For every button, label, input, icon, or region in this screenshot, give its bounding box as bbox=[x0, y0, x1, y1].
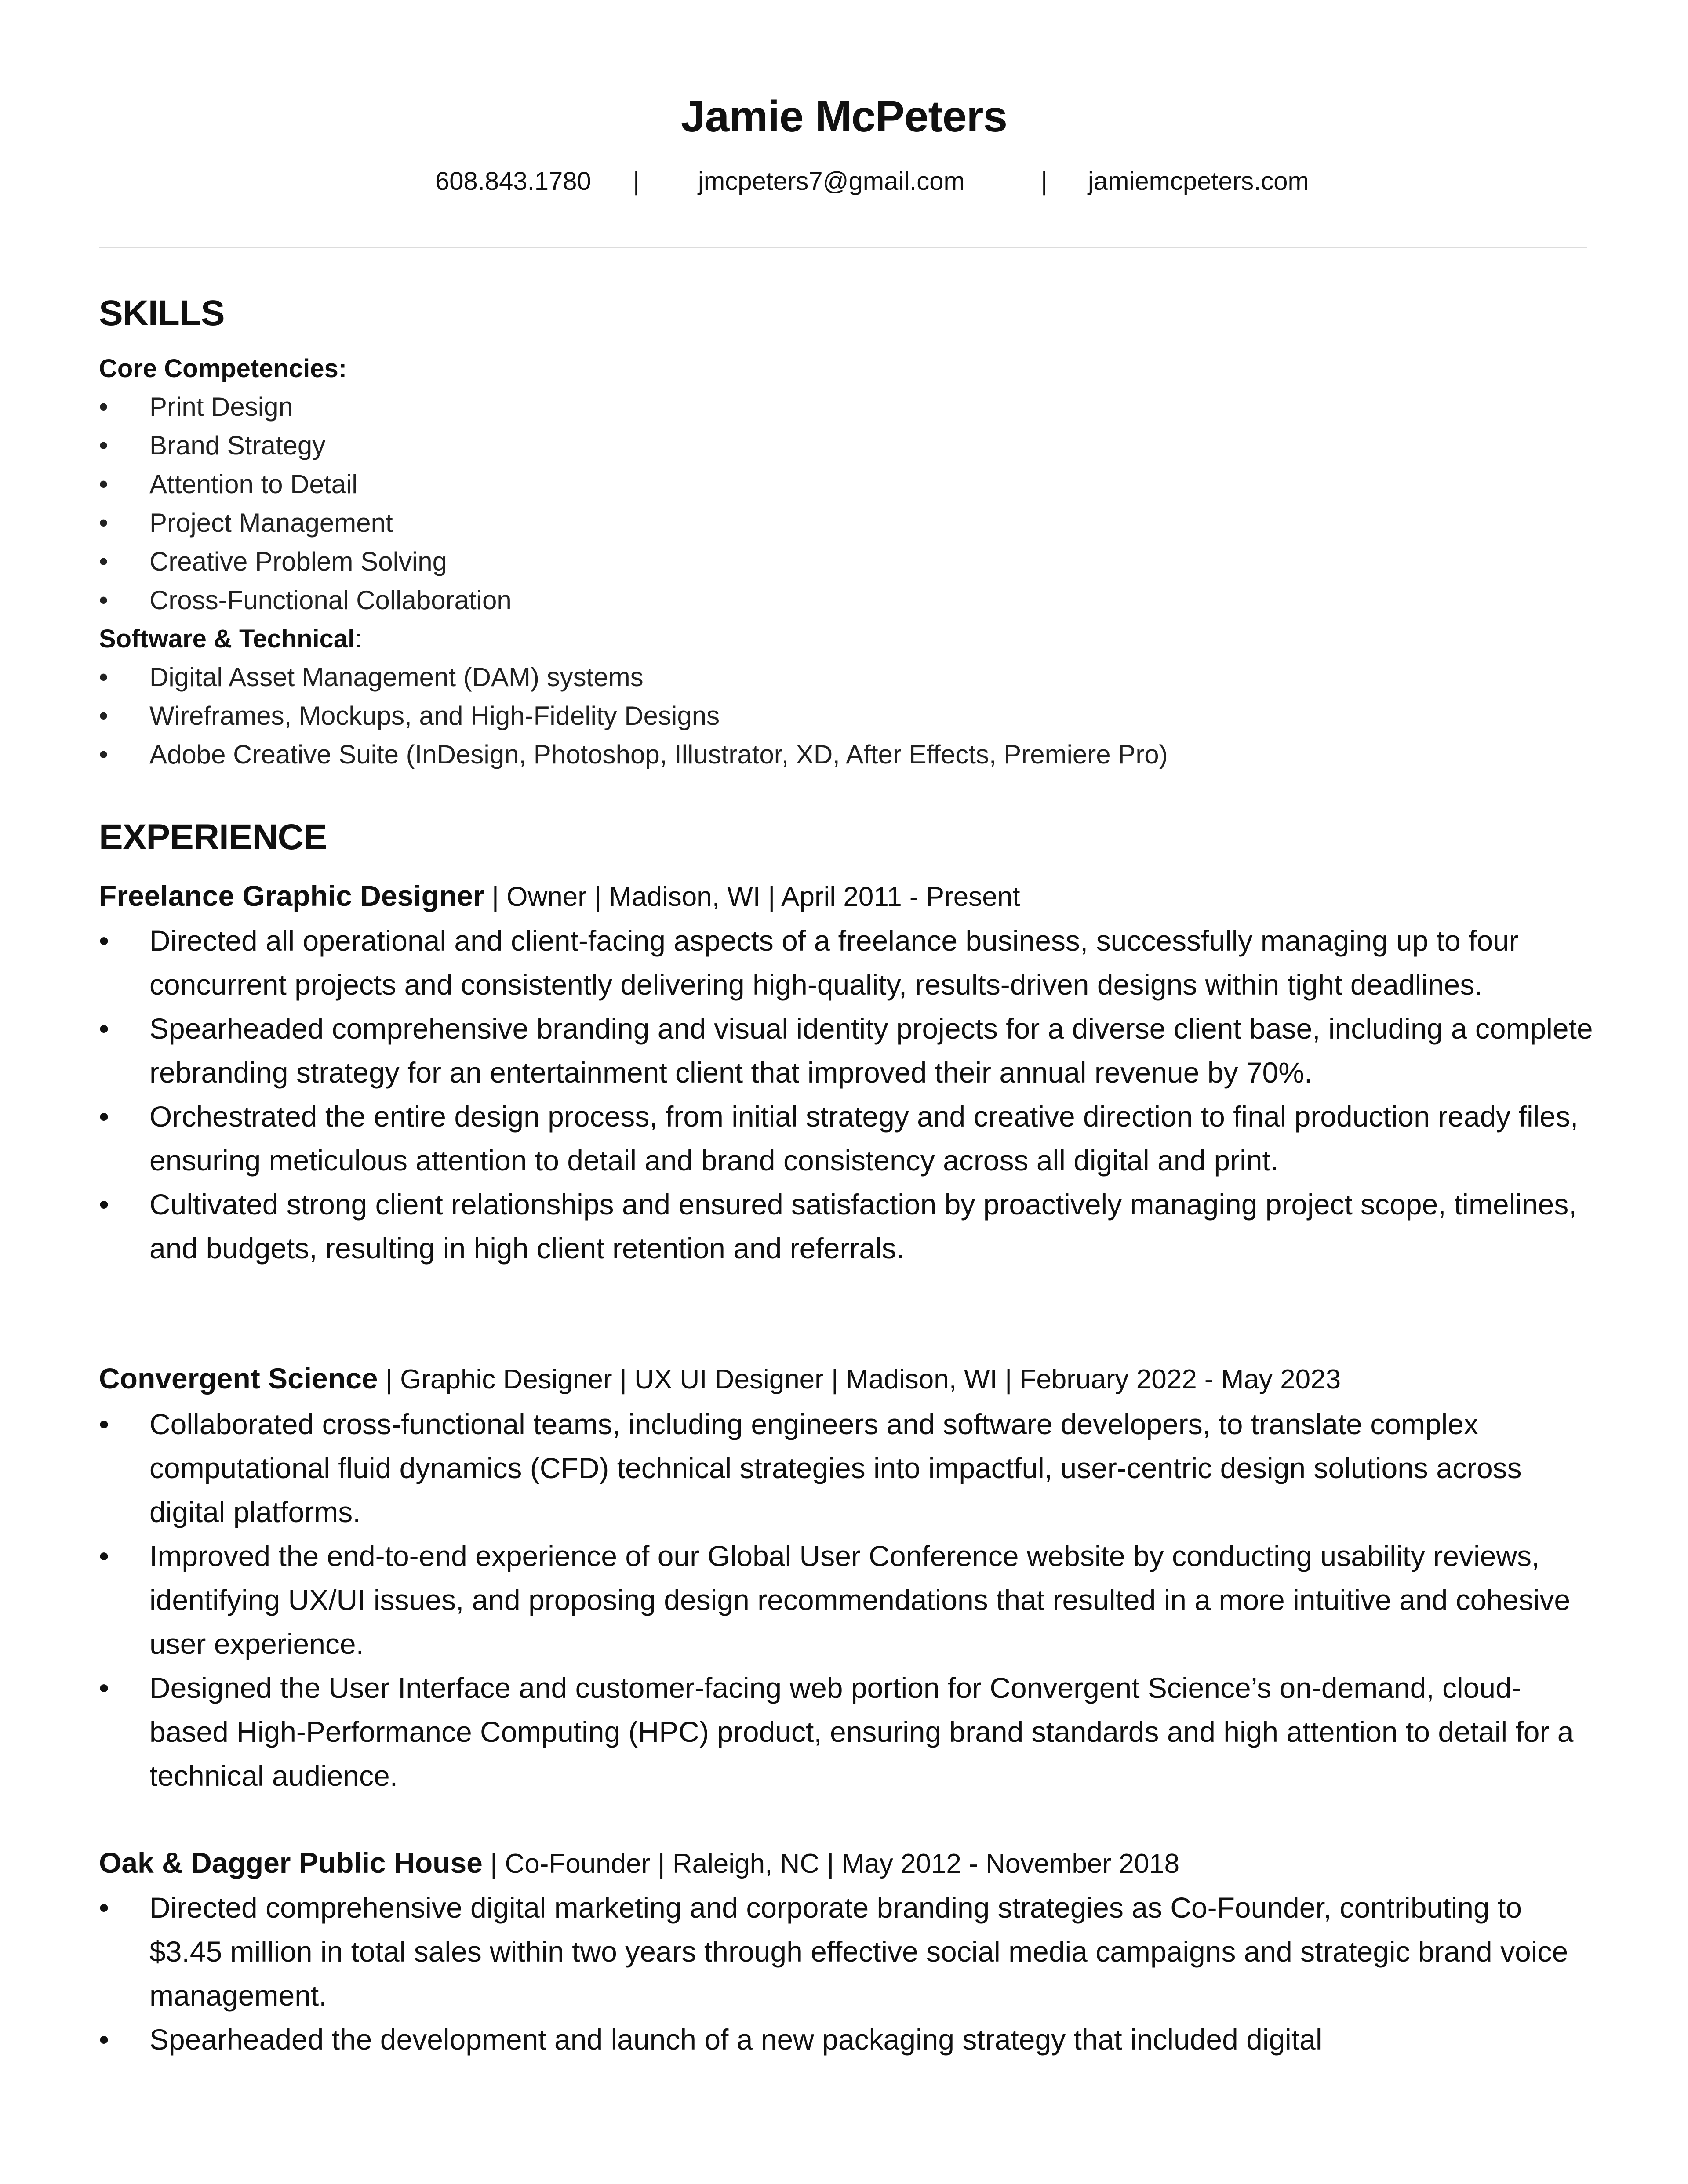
job-details: | Co-Founder | Raleigh, NC | May 2012 - November 2018 bbox=[482, 1849, 1180, 1879]
list-item bbox=[99, 919, 1593, 1007]
skills-heading: SKILLS bbox=[99, 293, 225, 333]
experience-heading: EXPERIENCE bbox=[99, 817, 327, 857]
website-link: jamiemcpeters.com bbox=[1088, 167, 1309, 196]
skill-text: Digital Asset Management (DAM) systems bbox=[149, 662, 644, 692]
list-item bbox=[99, 1666, 1593, 1798]
list-item bbox=[99, 697, 1168, 735]
list-item bbox=[99, 658, 1168, 697]
bullet: • bbox=[99, 1540, 109, 1572]
list-item bbox=[99, 388, 512, 426]
bullet-text: Directed all operational and client-facing aspects of a freelance business, successfully managing up to four concurrent projects and consistently delivering high-quality, results-driven designs within tight deadlines. bbox=[149, 924, 1519, 1001]
bullet: • bbox=[99, 1891, 109, 1924]
list-item bbox=[99, 2017, 1593, 2061]
bullet: • bbox=[99, 662, 109, 692]
bullet: • bbox=[99, 392, 109, 422]
bullet: • bbox=[99, 431, 109, 460]
skill-text: Cross-Functional Collaboration bbox=[149, 585, 512, 615]
bullet: • bbox=[99, 508, 109, 538]
software-list bbox=[99, 658, 1168, 774]
job-header bbox=[99, 1845, 1179, 1882]
list-item bbox=[99, 465, 512, 504]
bullet: • bbox=[99, 701, 109, 730]
skill-text: Creative Problem Solving bbox=[149, 547, 447, 576]
candidate-name: Jamie McPeters bbox=[680, 92, 1007, 141]
core-competencies-list bbox=[99, 388, 512, 620]
list-item bbox=[99, 581, 512, 620]
job-bullets bbox=[99, 1886, 1593, 2061]
header-divider bbox=[99, 247, 1587, 248]
software-label-text: Software & Technical bbox=[99, 625, 355, 653]
skill-text: Brand Strategy bbox=[149, 431, 326, 460]
job-bullets bbox=[99, 1402, 1593, 1798]
bullet: • bbox=[99, 2023, 109, 2056]
bullet: • bbox=[99, 924, 109, 957]
bullet-text: Directed comprehensive digital marketing and corporate branding strategies as Co-Founder, contributing to $3.45 million in total sales within two years through effective social media campaigns and strategic brand voice management. bbox=[149, 1891, 1568, 2012]
skill-text: Wireframes, Mockups, and High-Fidelity Designs bbox=[149, 701, 720, 730]
skill-text: Adobe Creative Suite (InDesign, Photoshop, Illustrator, XD, After Effects, Premiere Pro) bbox=[149, 740, 1168, 769]
contact-line bbox=[0, 166, 1688, 197]
list-item bbox=[99, 504, 512, 542]
list-item bbox=[99, 1886, 1593, 2017]
phone-number: 608.843.1780 bbox=[435, 167, 591, 196]
bullet: • bbox=[99, 1188, 109, 1221]
bullet-text: Spearheaded the development and launch of a new packaging strategy that included digital bbox=[149, 2023, 1322, 2056]
bullet-text: Collaborated cross-functional teams, including engineers and software developers, to translate complex computational fluid dynamics (CFD) technical strategies into impactful, user-centric design solutions across digital platforms. bbox=[149, 1408, 1522, 1528]
bullet-text: Designed the User Interface and customer-facing web portion for Convergent Science’s on-demand, cloud-based High-Performance Computing (HPC) product, ensuring brand standards and high attention to detail for a technical audience. bbox=[149, 1672, 1574, 1792]
list-item bbox=[99, 1534, 1593, 1666]
bullet: • bbox=[99, 547, 109, 576]
job-org: Freelance Graphic Designer bbox=[99, 879, 484, 912]
job-header bbox=[99, 1361, 1341, 1397]
bullet: • bbox=[99, 469, 109, 499]
bullet-text: Spearheaded comprehensive branding and visual identity projects for a diverse client base, including a complete rebranding strategy for an entertainment client that improved their annual revenue by 70%. bbox=[149, 1012, 1593, 1089]
job-header bbox=[99, 878, 1020, 915]
bullet-text: Orchestrated the entire design process, from initial strategy and creative direction to final production ready files, ensuring meticulous attention to detail and brand consistency across all digital and print. bbox=[149, 1100, 1579, 1177]
core-competencies-label: Core Competencies: bbox=[99, 354, 347, 383]
job-details: | Owner | Madison, WI | April 2011 - Present bbox=[484, 882, 1020, 912]
list-item bbox=[99, 735, 1168, 774]
list-item bbox=[99, 1182, 1593, 1270]
job-org: Oak & Dagger Public House bbox=[99, 1846, 483, 1879]
bullet-text: Cultivated strong client relationships and ensured satisfaction by proactively managing project scope, timelines, and budgets, resulting in high client retention and referrals. bbox=[149, 1188, 1577, 1265]
label-colon: : bbox=[355, 625, 362, 653]
list-item bbox=[99, 426, 512, 465]
bullet: • bbox=[99, 585, 109, 615]
bullet: • bbox=[99, 1408, 109, 1440]
list-item bbox=[99, 542, 512, 581]
skill-text: Project Management bbox=[149, 508, 393, 538]
contact-separator: | bbox=[633, 167, 640, 196]
list-item bbox=[99, 1007, 1593, 1094]
job-bullets bbox=[99, 919, 1593, 1270]
bullet-text: Improved the end-to-end experience of our Global User Conference website by conducting usability reviews, identifying UX/UI issues, and proposing design recommendations that resulted in a more intuitive and cohesive user experience. bbox=[149, 1540, 1571, 1660]
skill-text: Attention to Detail bbox=[149, 469, 358, 499]
bullet: • bbox=[99, 1672, 109, 1704]
list-item bbox=[99, 1094, 1593, 1182]
software-technical-label bbox=[99, 624, 362, 654]
bullet: • bbox=[99, 740, 109, 769]
job-details: | Graphic Designer | UX UI Designer | Madison, WI | February 2022 - May 2023 bbox=[378, 1364, 1341, 1395]
bullet: • bbox=[99, 1100, 109, 1133]
job-org: Convergent Science bbox=[99, 1362, 378, 1395]
bullet: • bbox=[99, 1012, 109, 1045]
contact-separator: | bbox=[1041, 167, 1048, 196]
list-item bbox=[99, 1402, 1593, 1534]
email-address: jmcpeters7@gmail.com bbox=[698, 167, 965, 196]
skill-text: Print Design bbox=[149, 392, 293, 422]
